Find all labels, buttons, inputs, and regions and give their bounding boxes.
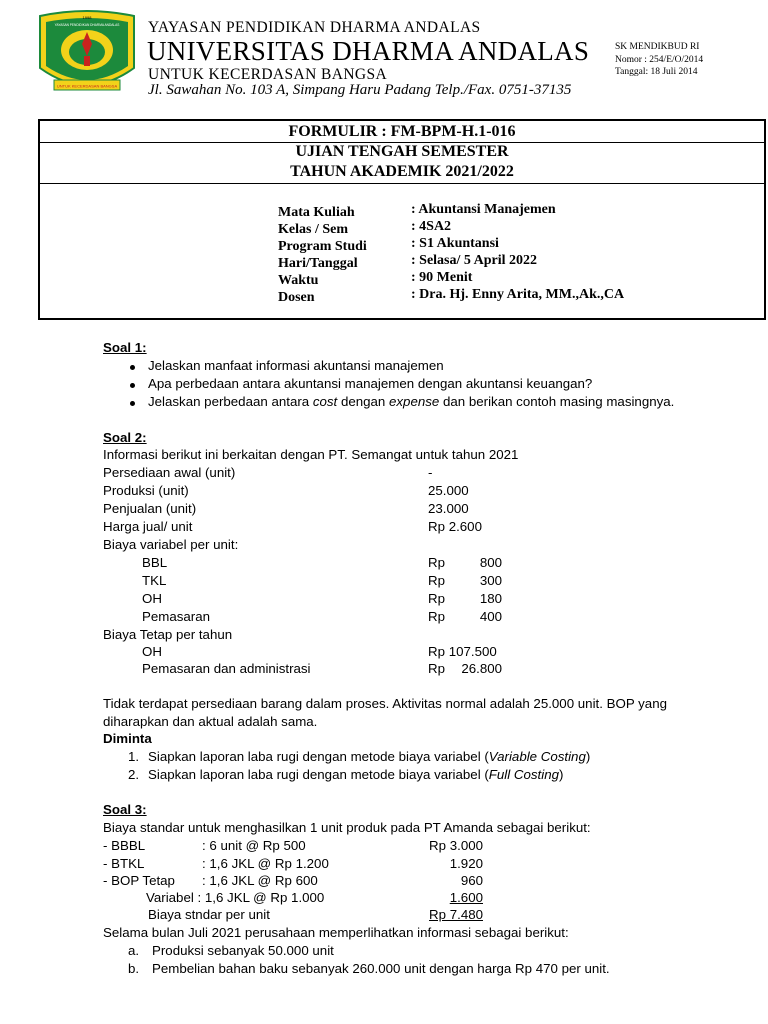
info-label-date: Hari/Tanggal (278, 256, 358, 271)
soal3-label-btkl: - BTKL (103, 856, 145, 871)
variable-label-oh: OH (142, 591, 162, 606)
soal2-label-price: Harga jual/ unit (103, 519, 193, 534)
soal2-note-line-1: Tidak terdapat persediaan barang dalam proses. Aktivitas normal adalah 25.000 unit. BOP yang (103, 696, 667, 711)
task-2: Siapkan laporan laba rugi dengan metode biaya variabel (Full Costing) (148, 767, 564, 782)
soal1-title: Soal 1: (103, 340, 147, 355)
soal2-variable-title: Biaya variabel per unit: (103, 537, 239, 552)
info-label-course: Mata Kuliah (278, 205, 355, 220)
list-letter: b. (128, 961, 140, 976)
variable-label-tkl: TKL (142, 573, 167, 588)
address: Jl. Sawahan No. 103 A, Simpang Haru Padang Telp./Fax. 0751-37135 (148, 82, 572, 98)
foundation-name: YAYASAN PENDIDIKAN DHARMA ANDALAS (148, 19, 481, 36)
academic-year: TAHUN AKADEMIK 2021/2022 (290, 163, 514, 180)
soal3-label-bbbl: - BBBL (103, 838, 146, 853)
task-number: 1. (128, 749, 140, 764)
soal3-label-total: Biaya stndar per unit (148, 907, 270, 922)
soal3-value-bop-variable: 1.600 (449, 890, 483, 905)
form-code: FORMULIR : FM-BPM-H.1-016 (288, 123, 516, 140)
info-label-time: Waktu (278, 273, 319, 288)
info-value-class: : 4SA2 (411, 219, 452, 234)
variable-cur-tkl: Rp (428, 573, 445, 588)
soal1-item-1: Jelaskan manfaat informasi akuntansi manajemen (148, 358, 444, 373)
variable-cur-oh: Rp (428, 591, 445, 606)
variable-value-tkl: 300 (479, 573, 502, 588)
soal2-label-opening-inventory: Persediaan awal (unit) (103, 465, 236, 480)
logo-ribbon-text: UNTUK KECERDASAN BANGSA (56, 83, 118, 89)
info-label-class: Kelas / Sem (278, 222, 348, 237)
soal1-item-3: Jelaskan perbedaan antara cost dengan expense dan berikan contoh masing masingnya. (148, 394, 675, 409)
soal3-detail-btkl: : 1,6 JKL @ Rp 1.200 (202, 856, 329, 871)
logo-year: 1998 (82, 15, 92, 20)
soal3-value-bop-fixed: 960 (460, 873, 483, 888)
info-value-time: : 90 Menit (411, 270, 473, 285)
soal2-value-opening-inventory: - (428, 465, 433, 480)
info-value-course: : Akuntansi Manajemen (411, 202, 556, 217)
soal3-intro: Biaya standar untuk menghasilkan 1 unit produk pada PT Amanda sebagai berikut: (103, 820, 591, 835)
fixed-label-admin: Pemasaran dan administrasi (142, 661, 311, 676)
soal1-item-2: Apa perbedaan antara akuntansi manajemen dengan akuntansi keuangan? (148, 376, 593, 391)
soal3-july-intro: Selama bulan Juli 2021 perusahaan memperlihatkan informasi sebagai berikut: (103, 925, 569, 940)
variable-value-marketing: 400 (479, 609, 502, 624)
soal2-value-production: 25.000 (428, 483, 469, 498)
bullet-icon (130, 383, 135, 388)
soal2-fixed-title: Biaya Tetap per tahun (103, 627, 233, 642)
soal3-detail-bop-fixed: : 1,6 JKL @ Rp 600 (202, 873, 318, 888)
variable-value-bbl: 800 (479, 555, 502, 570)
soal3-label-bop-variable: Variabel : 1,6 JKL @ Rp 1.000 (146, 890, 325, 905)
info-label-lecturer: Dosen (278, 290, 315, 305)
fixed-label-oh: OH (142, 644, 162, 659)
soal3-value-bbbl: Rp 3.000 (429, 838, 483, 853)
soal2-title: Soal 2: (103, 430, 147, 445)
soal3-detail-bbbl: : 6 unit @ Rp 500 (202, 838, 306, 853)
soal2-note-line-2: diharapkan dan aktual adalah sama. (103, 714, 318, 729)
fixed-cur-admin: Rp (428, 661, 445, 676)
university-name: UNIVERSITAS DHARMA ANDALAS (147, 36, 590, 66)
soal3-label-bop-fixed: - BOP Tetap (103, 873, 175, 888)
soal3-value-btkl: 1.920 (449, 856, 483, 871)
soal3-title: Soal 3: (103, 802, 147, 817)
soal2-value-sales: 23.000 (428, 501, 469, 516)
bullet-icon (130, 401, 135, 406)
info-value-date: : Selasa/ 5 April 2022 (411, 253, 538, 268)
soal2-label-sales: Penjualan (unit) (103, 501, 197, 516)
soal2-value-price: Rp 2.600 (428, 519, 482, 534)
info-value-program: : S1 Akuntansi (411, 236, 499, 251)
soal2-diminta: Diminta (103, 731, 152, 746)
soal2-intro: Informasi berikut ini berkaitan dengan PT. Semangat untuk tahun 2021 (103, 447, 519, 462)
task-number: 2. (128, 767, 140, 782)
soal3-item-b: Pembelian bahan baku sebanyak 260.000 unit dengan harga Rp 470 per unit. (152, 961, 610, 976)
variable-label-marketing: Pemasaran (142, 609, 210, 624)
fixed-value-oh: Rp 107.500 (428, 644, 497, 659)
logo-ring-top-text: YAYASAN PENDIDIKAN DHARMA ANDALAS (54, 23, 120, 27)
variable-value-oh: 180 (479, 591, 502, 606)
bullet-icon (130, 365, 135, 370)
fixed-value-admin: 26.800 (461, 661, 502, 676)
sk-title: SK MENDIKBUD RI (615, 42, 700, 52)
soal3-value-total: Rp 7.480 (429, 907, 483, 922)
soal3-item-a: Produksi sebanyak 50.000 unit (152, 943, 334, 958)
task-1: Siapkan laporan laba rugi dengan metode biaya variabel (Variable Costing) (148, 749, 591, 764)
info-label-program: Program Studi (278, 239, 367, 254)
list-letter: a. (128, 943, 140, 958)
sk-date: Tanggal: 18 Juli 2014 (615, 67, 698, 77)
exam-info-box (38, 119, 766, 320)
variable-cur-bbl: Rp (428, 555, 445, 570)
exam-title: UJIAN TENGAH SEMESTER (295, 143, 509, 160)
soal2-label-production: Produksi (unit) (103, 483, 189, 498)
university-logo (34, 10, 140, 96)
variable-cur-marketing: Rp (428, 609, 445, 624)
motto: UNTUK KECERDASAN BANGSA (148, 66, 388, 83)
info-value-lecturer: : Dra. Hj. Enny Arita, MM.,Ak.,CA (411, 287, 625, 302)
variable-label-bbl: BBL (142, 555, 168, 570)
sk-number: Nomor : 254/E/O/2014 (615, 55, 704, 65)
